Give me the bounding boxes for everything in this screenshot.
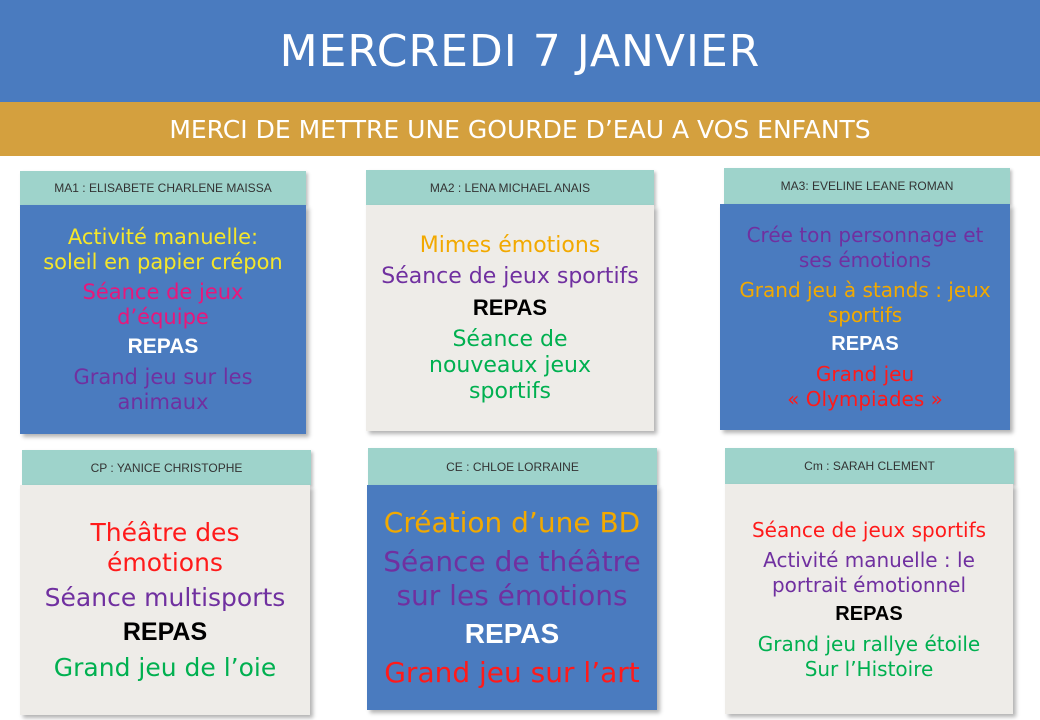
activity-line: Mimes émotions — [419, 232, 601, 258]
activity-line: Sur l’Histoire — [804, 656, 934, 681]
notice-text: MERCI DE METTRE UNE GOURDE D’EAU A VOS ENFANTS — [169, 114, 871, 144]
activity-line: Séance de théâtre — [383, 545, 641, 578]
activity-line: soleil en papier crépon — [43, 250, 283, 274]
activity-line: Grand jeu sur les — [73, 365, 253, 389]
activity-line: Grand jeu — [815, 362, 915, 386]
group-card — [20, 485, 310, 715]
activity-line: Séance de jeux sportifs — [751, 517, 987, 542]
activity-line: émotions — [107, 548, 223, 577]
activity-line: nouveaux jeux — [429, 352, 591, 378]
page-title: MERCREDI 7 JANVIER — [279, 25, 761, 77]
meal-label: REPAS — [472, 294, 548, 320]
group-card — [20, 205, 306, 434]
meal-label: REPAS — [122, 618, 208, 646]
activity-line: animaux — [117, 390, 209, 414]
activity-line: portrait émotionnel — [771, 572, 967, 597]
group-header: Cm : SARAH CLEMENT — [725, 448, 1014, 484]
activity-line: Théâtre des — [90, 518, 240, 547]
activity-line: Grand jeu de l’oie — [53, 653, 277, 682]
activity-line: Grand jeu sur l’art — [384, 656, 640, 689]
group-header: MA3: EVELINE LEANE ROMAN — [724, 168, 1010, 204]
activity-line: Séance de jeux sportifs — [381, 263, 639, 289]
meal-label: REPAS — [835, 602, 903, 625]
notice-banner — [0, 102, 1040, 156]
activity-line: Création d’une BD — [383, 506, 641, 539]
activity-line: ses émotions — [798, 248, 932, 272]
activity-line: Activité manuelle : le — [763, 547, 975, 572]
activity-line: sportifs — [827, 303, 903, 327]
activity-line: d’équipe — [117, 305, 209, 329]
activity-line: Séance multisports — [44, 583, 286, 612]
group-header: CE : CHLOE LORRAINE — [368, 448, 657, 485]
activity-line: Crée ton personnage et — [746, 223, 984, 247]
activity-line: sur les émotions — [396, 579, 628, 612]
title-banner — [0, 0, 1040, 102]
group-card — [366, 205, 654, 431]
activity-line: sportifs — [469, 378, 551, 404]
group-card — [725, 484, 1013, 714]
meal-label: REPAS — [127, 335, 199, 358]
group-card — [367, 485, 657, 710]
meal-label: REPAS — [464, 618, 560, 649]
meal-label: REPAS — [831, 333, 899, 355]
activity-line: Grand jeu rallye étoile — [757, 631, 981, 656]
group-header: CP : YANICE CHRISTOPHE — [22, 450, 311, 485]
group-header: MA1 : ELISABETE CHARLENE MAISSA — [20, 171, 306, 205]
group-header: MA2 : LENA MICHAEL ANAIS — [366, 170, 654, 205]
activity-line: Activité manuelle: — [67, 225, 259, 249]
group-card — [720, 204, 1010, 430]
activity-line: Séance de jeux — [82, 280, 244, 304]
activity-line: Séance de — [452, 326, 568, 352]
activity-line: Grand jeu à stands : jeux — [739, 278, 991, 302]
activity-line: « Olympiades » — [787, 387, 943, 411]
